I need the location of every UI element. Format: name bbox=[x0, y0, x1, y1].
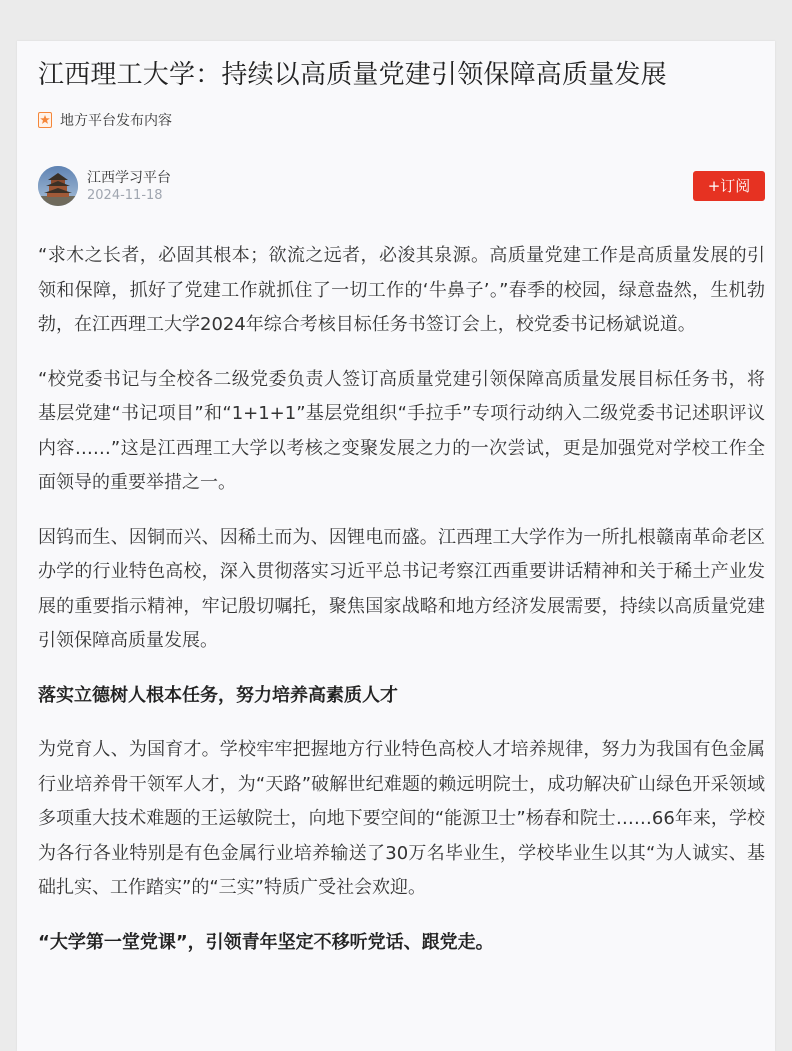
star-badge-icon bbox=[38, 112, 52, 128]
article-body bbox=[38, 239, 765, 980]
paragraph: 因钨而生、因铜而兴、因稀土而为、因锂电而盛。江西理工大学作为一所扎根赣南革命老区办学的行业特色高校，深入贯彻落实习近平总书记考察江西重要讲话精神和关于稀土产业发展的重要指示精神，牢记殷切嘱托，聚焦国家战略和地方经济发展需要，持续以高质量党建引领保障高质量发展。 bbox=[38, 526, 765, 651]
author-row bbox=[38, 164, 765, 208]
source-label: 地方平台发布内容 bbox=[60, 113, 172, 129]
publish-date: 2024-11-18 bbox=[87, 188, 163, 203]
article-card bbox=[17, 41, 775, 1051]
section-heading: 落实立德树人根本任务，努力培养高素质人才 bbox=[38, 684, 398, 706]
source-row bbox=[38, 109, 172, 131]
paragraph: 为党育人、为国育才。学校牢牢把握地方行业特色高校人才培养规律，努力为我国有色金属行业培养骨干领军人才，为“天路”破解世纪难题的赖远明院士，成功解决矿山绿色开采领域多项重大技术难题的王运敏院士，向地下要空间的“能源卫士”杨春和院士……66年来，学校为各行各业特别是有色金属行业培养输送了30万名毕业生，学校毕业生以其“为人诚实、基础扎实、工作踏实”的“三实”特质广受社会欢迎。 bbox=[38, 739, 765, 898]
author-avatar[interactable] bbox=[38, 166, 78, 206]
top-strip bbox=[0, 0, 792, 41]
subscribe-button[interactable]: +订阅 bbox=[693, 171, 765, 201]
author-name[interactable]: 江西学习平台 bbox=[87, 170, 171, 186]
article-title: 江西理工大学：持续以高质量党建引领保障高质量发展 bbox=[38, 60, 667, 90]
section-heading: “大学第一堂党课”，引领青年坚定不移听党话、跟党走。 bbox=[38, 931, 494, 953]
paragraph: “求木之长者，必固其根本；欲流之远者，必浚其泉源。高质量党建工作是高质量发展的引领和保障，抓好了党建工作就抓住了一切工作的‘牛鼻子’。”春季的校园，绿意盎然，生机勃勃，在江西理工大学2024年综合考核目标任务书签订会上，校党委书记杨斌说道。 bbox=[38, 245, 765, 335]
paragraph: “校党委书记与全校各二级党委负责人签订高质量党建引领保障高质量发展目标任务书，将基层党建“书记项目”和“1+1+1”基层党组织“手拉手”专项行动纳入二级党委书记述职评议内容……”这是江西理工大学以考核之变聚发展之力的一次尝试，更是加强党对学校工作全面领导的重要举措之一。 bbox=[38, 368, 765, 493]
